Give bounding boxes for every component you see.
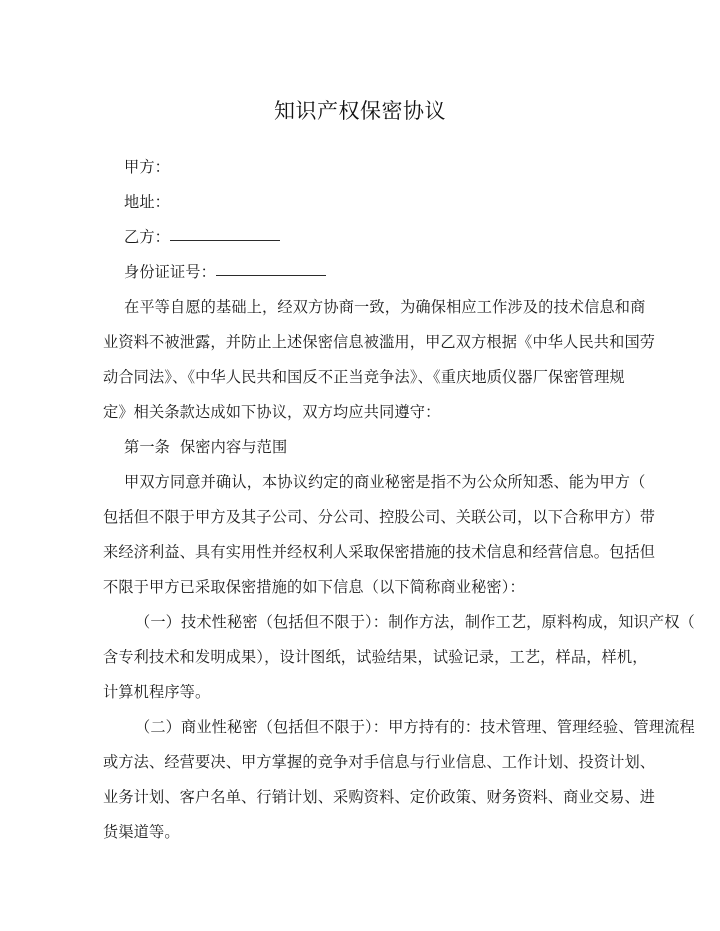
document-body bbox=[103, 150, 695, 850]
field-row-address bbox=[103, 185, 630, 220]
field-row-id-number bbox=[103, 255, 630, 290]
article-one-item-line: 含专利技术和发明成果），设计图纸，试验结果，试验记录，工艺，样品，样机， bbox=[103, 648, 648, 666]
article-one-item-line: （二）商业性秘密（包括但不限于）：甲方持有的：技术管理、管理经验、管理流程 bbox=[135, 718, 695, 736]
page-title: 知识产权保密协议 bbox=[274, 99, 446, 123]
article-one-item-line: 业务计划、客户名单、行销计划、采购资料、定价政策、财务资料、商业交易、进 bbox=[103, 788, 656, 806]
preamble-line: 业资料不被泄露，并防止上述保密信息被滥用，甲乙双方根据《中华人民共和国劳 bbox=[103, 333, 656, 351]
preamble-line: 动合同法》、《中华人民共和国反不正当竞争法》、《重庆地质仪器厂保密管理规 bbox=[103, 368, 625, 386]
article-one-item-line: （一）技术性秘密（包括但不限于）：制作方法，制作工艺，原料构成，知识产权（ bbox=[135, 613, 695, 631]
preamble-line: 定》相关条款达成如下协议，双方均应共同遵守： bbox=[103, 403, 441, 421]
party-b-underline bbox=[170, 240, 280, 241]
article-one-paragraph-line: 甲双方同意并确认，本协议约定的商业秘密是指不为公众所知悉、能为甲方（ bbox=[124, 473, 646, 491]
party-b-fill-line[interactable] bbox=[170, 227, 280, 242]
field-label-party-b: 乙方： bbox=[124, 228, 171, 246]
article-one-item-line: 或方法、经营要决、甲方掌握的竞争对手信息与行业信息、工作计划、投资计划、 bbox=[103, 753, 656, 771]
article-one-item-line: 货渠道等。 bbox=[103, 823, 180, 841]
field-label-address: 地址： bbox=[124, 193, 171, 211]
field-label-party-a: 甲方： bbox=[124, 158, 171, 176]
article-one-heading: 第一条 保密内容与范围 bbox=[124, 438, 288, 456]
field-row-party-a bbox=[103, 150, 630, 185]
field-row-party-b bbox=[103, 220, 630, 255]
article-one-paragraph-line: 包括但不限于甲方及其子公司、分公司、控股公司、关联公司，以下合称甲方）带 bbox=[103, 508, 656, 526]
id-number-fill-line[interactable] bbox=[216, 262, 326, 277]
id-number-underline bbox=[216, 275, 326, 276]
field-label-id-number: 身份证证号： bbox=[124, 263, 217, 281]
article-one-item-line: 计算机程序等。 bbox=[103, 683, 211, 701]
article-one-paragraph-line: 不限于甲方已采取保密措施的如下信息（以下简称商业秘密）： bbox=[103, 578, 525, 596]
preamble-line: 在平等自愿的基础上，经双方协商一致，为确保相应工作涉及的技术信息和商 bbox=[124, 298, 646, 316]
article-one-paragraph-line: 来经济利益、具有实用性并经权利人采取保密措施的技术信息和经营信息。包括但 bbox=[103, 543, 656, 561]
